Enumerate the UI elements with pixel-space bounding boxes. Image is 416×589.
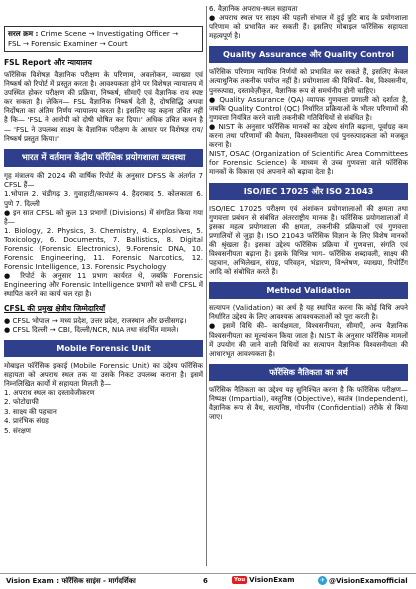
- cfsl-item: ● CFSL भोपाल → मध्य प्रदेश, उत्तर प्रदेश, राजस्थान और छत्तीसगढ़।: [4, 315, 187, 325]
- mobile-importance-paragraph: ● अपराध स्थल पर साक्ष्य की पहली संभाल में हुई त्रुटि बाद के प्रयोगशाला परिणाम को प्रभावित कर सकती हैं। इसलिए मोबाइल फॉरेंसिक सहायता महत्वपूर्ण है।: [209, 13, 408, 41]
- crime-flow-line-1: सरल क्रम : Crime Scene → Investigating Officer →: [8, 29, 179, 38]
- right-column: [209, 4, 408, 421]
- qa-banner: Quality Assurance और Quality Control: [209, 46, 408, 63]
- ethics-banner: फॉरेंसिक नैतिकता का अर्थ: [209, 364, 408, 381]
- mobile-list: [4, 388, 203, 435]
- india-paragraph-1: गृह मंत्रालय की 2024 की वार्षिक रिपोर्ट के अनुसार DFSS के अंतर्गत 7 CFSL हैं—: [4, 171, 203, 190]
- divisions-list: 1. Biology, 2. Physics, 3. Chemistry, 4. Explosives, 5. Toxicology, 6. Documents, 7. Ballistics, 8. Digital Forensic (Forensic Electronics), 9.Forensic DNA, 10. Forensic Engineering, 11. Forensic Narcotics, 12. Forensic Intelligence, 13. Forensic Psychology: [4, 225, 203, 272]
- list-item: 4. प्रारंभिक संग्रह: [4, 416, 49, 426]
- mobile-paragraph: मोबाइल फॉरेंसिक इकाई (Mobile Forensic Unit) का उद्देश्य फॉरेंसिक सहायता को अपराध स्थल तक या उसके निकट उपलब्ध कराना है। इसमें निम्नलिखित कार्यों में सहायता मिलती है—: [4, 360, 203, 388]
- method-validation-banner: Method Validation: [209, 282, 408, 299]
- list-item: 1. अपराध स्थल का दस्तावेजीकरण: [4, 388, 95, 398]
- column-divider: [206, 6, 207, 566]
- page: [4, 4, 412, 570]
- validation-point: ● इसमें विधि की– कार्यक्षमता, विश्वसनीयता, सीमाएँ, अन्य वैज्ञानिक विश्वसनीयता का मूल्यांकन किया जाता है। NIST के अनुसार फॉरेंसिक मामलों में उपयोग की जाने वाली विधियों का सत्यापन वैज्ञानिक विश्वसनीयता की आधारभूत आवश्यकता है।: [209, 321, 408, 358]
- list-item: 3. साक्ष्य की पहचान: [4, 406, 57, 416]
- cfsl-heading: CFSL की प्रमुख क्षेत्रीय जिम्मेदारियाँ: [4, 303, 106, 313]
- ethics-paragraph: फॉरेंसिक नैतिकता का उद्देश्य यह सुनिश्चित करना है कि फॉरेंसिक परीक्षण— निष्पक्ष (Impartial), वस्तुनिष्ठ (Objective), स्वतंत्र (Independent), वैज्ञानिक रूप से वैध, सत्यनिष्ठ, गोपनीय (Confidential) तरीके से किया जाए।: [209, 384, 408, 422]
- india-banner: भारत में वर्तमान केंद्रीय फॉरेंसिक प्रयोगशाला व्यवस्था: [4, 149, 203, 168]
- divisions-paragraph: ● इन सात CFSL को कुल 13 प्रभागों (Divisions) में संगठित किया गया है—: [4, 207, 203, 226]
- nist-paragraph-2: NIST, OSAC (Organization of Scientific Area Committees for Forensic Science) के माध्यम से उच्च गुणवत्ता वाले फॉरेंसिक मानकों के विकास एवं अपनाने को बढ़ावा देता है।: [209, 149, 408, 177]
- mobile-forensic-banner: Mobile Forensic Unit: [4, 340, 203, 357]
- qa-paragraph: फॉरेंसिक परिणाम न्यायिक निर्णयों को प्रभावित कर सकते हैं, इसलिए केवल अत्याधुनिक तकनीक पर्याप्त नहीं है। प्रयोगशाला की विधियाँ– वैध, विश्वसनीय, पुनरुत्पाद्य, दस्तावेज़ीकृत, वैज्ञानिक रूप से समर्थनीय होनी चाहिए।: [209, 67, 408, 95]
- fsl-heading: FSL Report और न्यायालय: [4, 58, 92, 67]
- youtube-icon: You: [234, 577, 246, 583]
- telegram-icon: ✈: [319, 577, 326, 584]
- list-item: 5. संरक्षण: [4, 425, 31, 435]
- fsl-paragraph: फॉरेंसिक विशेषज्ञ वैज्ञानिक परीक्षण के परिणाम, अवलोकन, व्याख्या एवं निष्कर्ष को रिपोर्ट में प्रस्तुत करता है। आवश्यकता होने पर विशेषज्ञ न्यायालय में उपस्थित होकर परीक्षण की प्रक्रिया, निष्कर्ष, सीमाएँ एवं वैज्ञानिक राय स्पष्ट कर सकता है। लेकिन— FSL वैज्ञानिक निष्कर्ष देती है, दोषसिद्धि अथवा निर्दोषता का अंतिम निर्णय न्यायालय करता है। इसलिए यह कहना उचित नहीं है कि— 'FSL ने आरोपी को दोषी घोषित कर दिया।' अधिक उचित कथन है— 'FSL ने उपलब्ध साक्ष्य के वैज्ञानिक परीक्षण के आधार पर विशेषज्ञ राय/निष्कर्ष प्रस्तुत किया।': [4, 70, 203, 143]
- iso-paragraph: ISO/IEC 17025 परीक्षण एवं अंशांकन प्रयोगशालाओं की क्षमता तथा गुणवत्ता प्रबंधन से संबंधित अंतरराष्ट्रीय मानक है। फॉरेंसिक प्रयोगशालाओं में इसका महत्व प्रयोगशाला की क्षमता, तकनीकी प्रक्रियाओं एवं गुणवत्ता प्रणालियों से जुड़ा है। ISO 21043 फॉरेंसिक विज्ञान के लिए विशेष मानकों की श्रृंखला है। इसका उद्देश्य फॉरेंसिक प्रक्रिया में गुणवत्ता, संगति एवं विश्वसनीयता बढ़ाना है। इसके विभिन्न भाग– फॉरेंसिक शब्दावली, साक्ष्य की पहचान, अभिलेखन, संग्रह, परिवहन, भंडारण, विश्लेषण, व्याख्या, रिपोर्टिंग आदि को संबोधित करते हैं।: [209, 203, 408, 277]
- cfsl-item: ● CFSL दिल्ली → CBI, दिल्ली/NCR, NIA तथा संदर्भित मामले।: [4, 324, 179, 334]
- telegram-channel-link[interactable]: [318, 576, 408, 585]
- crime-flow-line-2: FSL → Forensic Examiner → Court: [8, 39, 128, 48]
- validation-paragraph: सत्यापन (Validation) का अर्थ है यह स्थापित करना कि कोई विधि अपने निर्धारित उद्देश्य के लिए आवश्यक आवश्यकताओं को पूरा करती है।: [209, 303, 408, 322]
- left-column: [4, 4, 203, 435]
- footer: [0, 573, 416, 589]
- report-paragraph: ● रिपोर्ट के अनुसार 11 प्रभाग कार्यरत थे, जबकि Forensic Engineering और Forensic Intelligence प्रभागों को सभी CFSL में स्थापित करने का कार्य चल रहा है।: [4, 271, 203, 299]
- youtube-channel-label: VisionExam: [249, 576, 295, 584]
- footer-title: Vision Exam : फॉरेंसिक साइंस - मार्गदर्शिका: [6, 577, 136, 585]
- list-item: 6. वैज्ञानिक अपराध-स्थल सहायता: [209, 4, 298, 13]
- list-item: 2. फोटोग्राफी: [4, 397, 39, 407]
- nist-paragraph: ● NIST के अनुसार फॉरेंसिक मानकों का उद्देश्य संगति बढ़ाना, पूर्वाग्रह कम करना तथा परिणामों की वैधता, विश्वसनीयता एवं पुनरुत्पादकता को मजबूत करना है।: [209, 121, 408, 150]
- page-number: 6: [203, 577, 208, 585]
- telegram-channel-label: @VisionExamofficial: [329, 576, 408, 585]
- iso-banner: ISO/IEC 17025 और ISO 21043: [209, 183, 408, 200]
- qa-point: ● Quality Assurance (QA) व्यापक गुणवत्ता प्रणाली को दर्शाता है, जबकि Quality Control (QC) निर्धारित प्रक्रियाओं के भीतर परिणामों की गुणवत्ता नियंत्रित करने वाली तकनीकी गतिविधियों से संबंधित है।: [209, 94, 408, 122]
- youtube-channel-link[interactable]: [232, 576, 295, 584]
- india-paragraph-2: 1.भोपाल 2. चंडीगढ़ 3. गुवाहाटी/कामरूप 4. हैदराबाद 5. कोलकाता 6. पुणे 7. दिल्ली: [4, 189, 203, 208]
- crime-flow-box: [4, 26, 203, 52]
